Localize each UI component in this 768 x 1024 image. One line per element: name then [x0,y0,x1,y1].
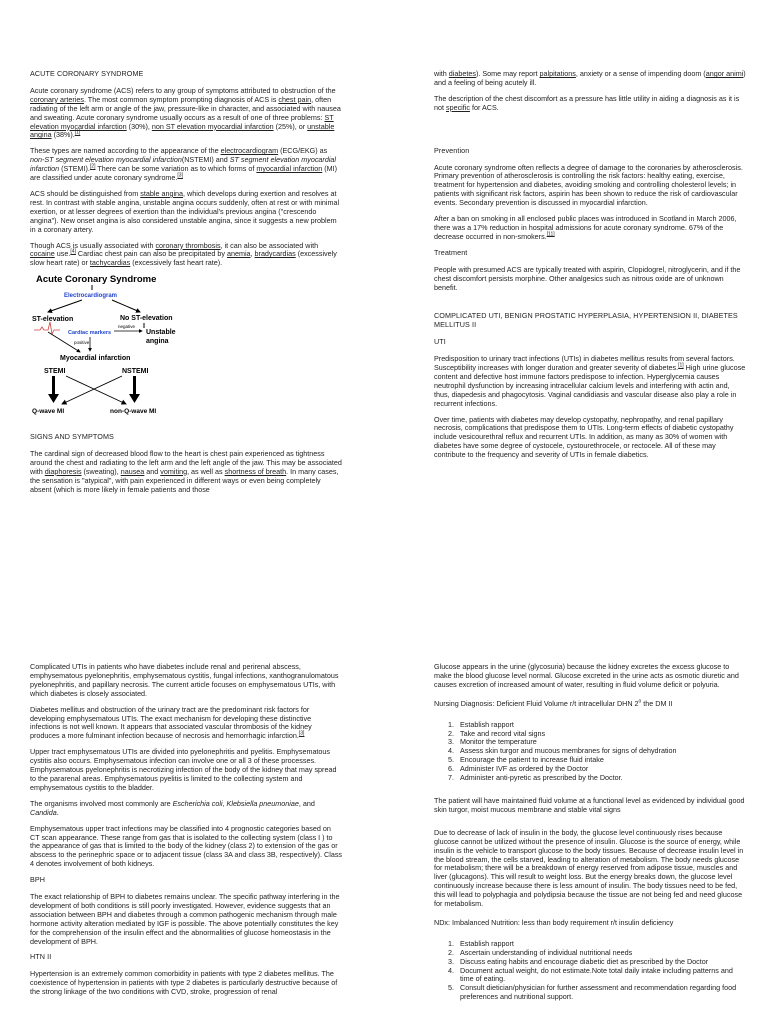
list-item: 2. Ascertain understanding of individual nutritional needs [456,949,746,958]
text-italic: Escherichia coli [172,798,223,808]
diagram-stemi-label: STEMI [44,368,66,376]
list-item: 1. Establish rapport [456,940,746,949]
text: (25%), or [273,121,308,131]
nursing-diagnosis-fluid [434,700,746,709]
text: . The most common symptom prompting diagnosis of ACS is [83,94,279,104]
diagram-ecg-label: Electrocardiogram [64,293,118,300]
diagram-unstable-label: Unstable [146,329,176,337]
link-nausea[interactable]: nausea [120,466,145,476]
link-vomiting[interactable]: vomiting [160,466,188,476]
link-shortness-of-breath[interactable]: shortness of breath [224,466,287,476]
arrow-shaft [52,376,55,396]
signs-symptoms-heading: SIGNS AND SYMPTOMS [30,432,114,442]
text: the DM II [641,698,673,708]
diagram-angina-label: angina [146,338,169,346]
text: The cardinal sign of decreased blood flow to the heart is chest pain experienced as tightness around the chest and radiating to the left arm and the left angle of the jaw. This may be associated with [30,449,342,476]
text: These types are named according to the appearance of the [30,146,221,156]
reference-link[interactable]: [4] [70,249,76,256]
signs-symptoms-paragraph [30,450,342,495]
text-italic: Klebsiella pneumoniae [226,798,299,808]
link-diabetes[interactable]: diabetes [448,69,476,78]
text: (MI) are classified under acute coronary syndrome. [30,164,338,183]
text: , which develops during exertion and resolves at rest. In contrast with stable angina, unstable angina occurs suddenly, often at rest or with minimal exertion, or at lesser degrees of exertion than the individual's previous angina ("crescendo angina"). New onset angina is also considered unstable angina, since it suggests a new problem in a coronary artery. [30,188,340,234]
arrow [62,376,122,404]
text: and [144,466,161,476]
text: ). Some may report [475,69,540,78]
list-item: 4. Document actual weight, do not estimate.Note total daily intake including patterns and time of eating. [456,967,746,985]
text: (STEMI). [59,164,90,174]
list-item: 2. Take and record vital signs [456,730,746,739]
top-right-column [434,70,746,467]
arrow-head [48,394,59,403]
text: High urine glucose content and defective host immune factors predispose to infection. Hyperglycemia causes neutrophil dysfunction by increasing intracellular calcium levels and interfering with actin and, thus, diapedesis and phagocytosis. Vaginal candidiasis and vascular disease also play a role in recurrent infections. [434,363,746,408]
arrow [112,300,140,312]
fluid-interventions-list [434,721,746,783]
acs-types-paragraph [30,147,342,183]
diagram-q-wave-mi: Q-wave MI [32,408,65,416]
diagram-no-st-elevation: No ST-elevation [120,315,173,323]
text: Though ACS is usually associated with [30,240,156,250]
risk-factors-paragraph [30,706,342,742]
text: , often radiating of the left arm or angle of the jaw, pressure-like in character, and associated with nausea and sweating. Acute coronary syndrome usually occurs as a result of one of three problems: [30,94,341,122]
uti-predisposition-paragraph [434,355,746,408]
chest-discomfort-paragraph [434,95,746,113]
link-coronary-thrombosis[interactable]: coronary thrombosis [155,240,221,250]
text: (NSTEMI) and [181,155,230,165]
text: Nursing Diagnosis: Deficient Fluid Volume r/t intracellular DHN 2 [434,698,639,708]
fluid-outcome-paragraph: The patient will have maintained fluid volume at a functional level as evidenced by individual good skin turgor, moist mucous membrane and stable vital signs [434,795,745,814]
uti-heading: UTI [434,337,446,347]
arrow-head [129,394,140,403]
text: (30%), [126,121,152,131]
reference-link[interactable]: [3] [298,730,305,737]
link-stemi[interactable]: ST elevation myocardial infarction [30,112,334,131]
text: There can be some variation as to which forms of [95,164,257,174]
organisms-paragraph [30,800,342,818]
text-italic: ST segment elevation myocardial infarction [30,155,337,174]
arrow-shaft [133,376,136,396]
link-specific[interactable]: specific [446,102,470,112]
text: use. [54,249,71,259]
nursing-diagnosis-nutrition: NDx: Imbalanced Nutrition: less than body requirement r/t insulin deficiency [434,917,674,927]
list-item: 3. Discuss eating habits and encourage diabetic diet as prescribed by the Doctor [456,958,746,967]
diagram-mi-label: Myocardial infarction [60,355,131,363]
list-item: 5. Encourage the patient to increase fluid intake [456,756,746,765]
acs-causes-paragraph [30,242,342,269]
arrow [66,376,126,404]
link-bradycardias[interactable]: bradycardias [254,249,296,259]
list-item: 5. Consult dietician/physician for further assessment and recommendation regarding food preferences and nutritional support. [456,984,746,1002]
text: (sweating), [81,466,121,476]
diagram-negative-label: negative [118,324,136,330]
text: . In many cases, the sensation is "atypical", with pain experienced in different ways or even being completely absent (which is more likely in female patients and those [30,466,339,494]
text: (excessively slow heart rate) or [30,249,337,268]
text: , [250,249,255,259]
classification-paragraph: Emphysematous upper tract infections may be classified into 4 prognostic categories based on CT scan appearance. These range from gas that is isolated to the collecting system (class I ) to the appearance of gas that is limited to the body of the kidney (class 2) to extension of the gas or abscess to the perinephric space or to adjacent tissue (class 3A and class 3B, respectively). Class 4 denotes involvement of both kidneys. [30,823,343,869]
link-stable-angina[interactable]: stable angina [140,188,184,198]
reference-link[interactable]: [11] [546,231,555,238]
text: , it can also be associated with [220,240,319,250]
nutrition-interventions-list [434,940,746,1002]
upper-tract-paragraph: Upper tract emphysematous UTIs are divided into pyelonephritis and pyelitis. Emphysematous cystitis also occurs. Emphysematous infection can involve one or all 3 of these processes. Emphysematous pyelonephritis is necrotizing infection of the body of the kidney that may spread to the pararenal areas. Emphysematous pyelitis is limited to the collecting system and emphysematous cystitis to the bladder. [30,747,337,792]
diagram-st-elevation: ST-elevation [32,316,74,324]
text: , and [298,798,315,808]
uti-complications-paragraph: Over time, patients with diabetes may develop cystopathy, nephropathy, and renal papillary necrosis, complications that predispose them to UTIs. Long-term effects of diabetic cystopathy include vesicourethral reflux and recurrent UTIs. In addition, as many as 30% of women with diabetes have some degree of cystocele, cystourethrocele, or rectocele. All of these may contribute to the frequency and severity of UTIs in female diabetics. [434,414,734,460]
link-nstemi[interactable]: non ST elevation myocardial infarction [151,121,274,131]
superscript: o [638,698,642,705]
text: Diabetes mellitus and obstruction of the urinary tract are the predominant risk factors for developing emphysematous UTIs. The exact mechanism for developing these distinctive infections is not well known. It appears that associated vascular thrombosis of the kidney produces a more fulminant infection because of necrosis and hemorrhagic infarction. [30,704,312,741]
top-left-column [30,70,342,502]
text: Acute coronary syndrome (ACS) refers to any group of symptoms attributed to obstruction of the [30,85,336,95]
text-italic: non-ST segment elevation myocardial infarction [30,155,182,165]
prevention-heading: Prevention [434,145,470,155]
reference-link[interactable]: [2] [89,163,96,170]
text: , as well as [187,466,225,476]
link-unstable-angina[interactable]: unstable angina [30,121,335,140]
link-palpitations[interactable]: palpitations [539,69,576,78]
text: Predisposition to urinary tract infections (UTIs) in diabetes mellitus results from several factors. Susceptibility increases with longer duration and greater severity of diabetes. [434,354,735,373]
diagram-positive-label: positive [74,340,90,346]
link-coronary-arteries[interactable]: coronary arteries [30,94,84,104]
smoking-ban-paragraph [434,215,746,242]
link-diaphoresis[interactable]: diaphoresis [44,466,82,476]
glycosuria-paragraph: Glucose appears in the urine (glycosuria) because the kidney excretes the excess glucose to make the blood glucose level normal. Glucose excreted in the urine acts as osmotic diuretic and causes excretion of increased amount of water, resulting in fluid volume deficit or polyuria. [434,662,739,689]
arrow [48,300,82,312]
text: ACS should be distinguished from [30,188,141,198]
acs-flow-diagram [30,272,342,423]
bph-paragraph: The exact relationship of BPH to diabetes remains unclear. The specific pathway interfering in the development of both conditions is still poorly investigated. However, evidence suggests that an association between BPH and diabetes through a common pathogenic mechanism through male hormone activity alteration mediated by IGF is possible. The above potentially constitutes the key for the comprehension of the insulin effect and the abnormalities of glucose homeostasis in the development of BPH. [30,892,340,946]
text: After a ban on smoking in all enclosed public places was introduced in Scotland in March 2006, there was a 17% reduction in hospital admissions for acute coronary syndrome. 67% of the decrease occurred in non-smokers. [434,214,737,241]
text: for ACS. [469,102,499,112]
text: ) and a feeling of being acutely ill. [434,69,746,87]
list-item: 4. Assess skin turgor and mucous membranes for signs of dehydration [456,747,746,756]
diagram-non-q-wave-mi: non-Q-wave MI [110,408,157,416]
text: , [222,798,227,808]
link-chest-pain[interactable]: chest pain [278,94,312,104]
ecg-waveform-icon [34,322,60,334]
link-angor-animi[interactable]: angor animi [705,69,744,78]
list-item: 6. Administer IVF as ordered by the Doctor [456,765,746,774]
acs-diagram-svg [30,272,220,420]
acs-heading: ACUTE CORONARY SYNDROME [30,69,144,78]
symptoms-continued-paragraph [434,70,746,88]
hypertension-paragraph: Hypertension is an extremely common comorbidity in patients with type 2 diabetes mellitus. The coexistence of hypertension in patients with type 2 diabetes is particularly destructive because of the strong linkage of the two conditions with CVD, stroke, progression of renal [30,969,338,997]
bph-heading: BPH [30,875,46,885]
diagram-cardiac-markers: Cardiac markers [68,330,112,337]
acs-intro-paragraph [30,87,342,140]
list-item: 3. Monitor the temperature [456,738,746,747]
treatment-heading: Treatment [434,247,468,257]
complicated-uti-heading: COMPLICATED UTI, BENIGN PROSTATIC HYPERPLASIA, HYPERTENSION II, DIABETES MELLITUS II [434,311,738,330]
complicated-utis-paragraph: Complicated UTIs in patients who have diabetes include renal and perirenal abscess, emphysematous pyelonephritis, emphysematous cystitis, fungal infections, xanthogranulomatous pyelonephritis, and papillary necrosis. The current article focuses on emphysematous UTIs, with which diabetes is closely associated. [30,662,339,698]
link-electrocardiogram[interactable]: electrocardiogram [220,146,279,156]
link-tachycardias[interactable]: tachycardias [89,258,131,268]
acs-stable-angina-paragraph [30,190,342,235]
text: with [434,69,449,78]
reference-link[interactable]: [3] [177,172,183,179]
reference-link[interactable]: [1] [74,130,81,137]
link-anemia[interactable]: anemia [226,249,251,259]
text: The description of the chest discomfort as a pressure has little utility in aiding a diagnosis as it is not [434,93,740,112]
text: (ECG/EKG) as [278,146,328,156]
text: Cardiac chest pain can also be precipitated by [75,249,227,259]
htn-heading: HTN II [30,952,52,962]
reference-link[interactable]: [1] [678,362,684,369]
bottom-left-column [30,663,342,1004]
text: The organisms involved most commonly are [30,798,173,808]
text: , anxiety or a sense of impending doom ( [575,69,706,78]
diagram-nstemi-label: NSTEMI [122,368,149,376]
text: (38%). [51,130,75,140]
text-italic: Candida [30,807,57,817]
prevention-paragraph: Acute coronary syndrome often reflects a degree of damage to the coronaries by atherosclerosis. Primary prevention of atherosclerosis is controlling the risk factors: healthy eating, exercise, treatment for hypertension and diabetes, avoiding smoking and controlling cholesterol levels; in patients with significant risk factors, aspirin has been shown to reduce the risk of cardiovascular events. Secondary prevention is discussed in myocardial infarction. [434,162,743,208]
bottom-right-column [434,663,746,1012]
insulin-paragraph: Due to decrease of lack of insulin in the body, the glucose level continuously rises because glucose cannot be utilized without the presence of insulin. Glucose is the source of energy, while insulin is the vehicle to transport glucose to the body tissues. Because of decrease insulin level in the blood stream, the cells starved, leading to alteration of metabolism. The body needs glucose for metabolism; there will be a breakdown of energy reserved from adipose tissue, muscles and liver (glucagons). This will result to weight loss. But the energy breaks down, the glucose level continuously increase because there is less amount of insulin. The body tissues need to be fed, this will lead to polyphagia and polydipsia because the tissue are not being fed and need glucose for metabolism. [434,827,744,909]
text: . [56,807,59,817]
link-cocaine[interactable]: cocaine [30,249,55,259]
link-myocardial-infarction[interactable]: myocardial infarction [256,164,323,174]
diagram-title: Acute Coronary Syndrome [36,274,157,286]
list-item: 1. Establish rapport [456,721,746,730]
list-item: 7. Administer anti-pyretic as prescribed by the Doctor. [456,774,746,783]
text: (excessively fast heart rate). [130,258,223,268]
treatment-paragraph: People with presumed ACS are typically treated with aspirin, Clopidogrel, nitroglycerin, and if the chest discomfort persists morphine. Other analgesics such as nitrous oxide are of unknown benefit. [434,264,741,292]
